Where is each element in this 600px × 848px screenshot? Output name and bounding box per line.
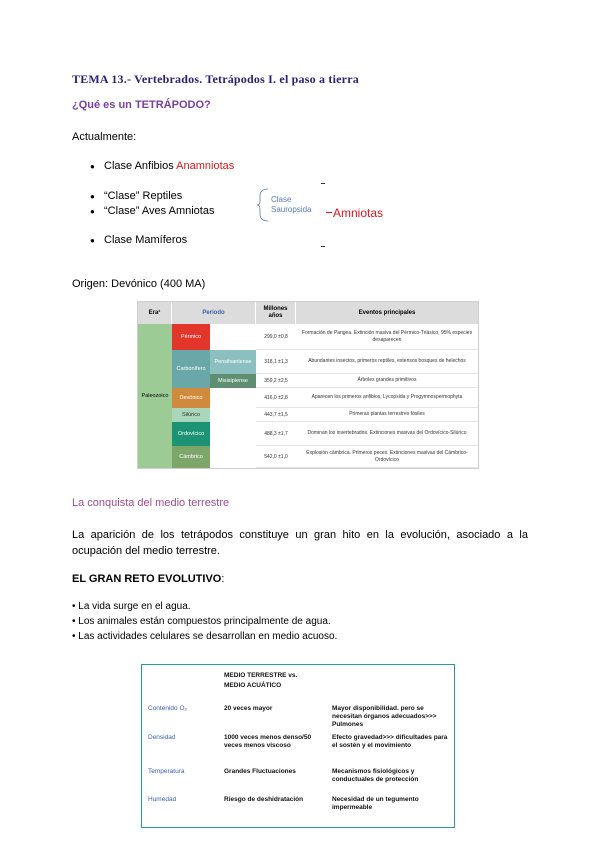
ma-value: 359,2 ±2,5 <box>256 374 296 388</box>
row-comparison: Riesgo de deshidratación <box>224 796 304 803</box>
ma-value: 318,1 ±1,3 <box>256 350 296 374</box>
reto-heading-text: EL GRAN RETO EVOLUTIVO <box>72 573 222 585</box>
bullet-text: Clase Anfibios <box>104 160 177 172</box>
event-text: Formación de Pangea. Extinción masiva del Pérmico-Triásico, 95% especies desaparecen <box>296 324 478 350</box>
ma-value: 542,0 ±1,0 <box>256 446 296 468</box>
bullet-reptiles <box>90 190 182 202</box>
bullet-mamiferos <box>90 234 187 246</box>
header-periodo: Periodo <box>172 302 256 324</box>
point-item: • La vida surge en el agua. <box>72 601 191 612</box>
event-text: Árboles grandes primitivos <box>296 374 478 388</box>
row-label: Densidad <box>148 734 176 741</box>
brace-icon <box>256 188 270 222</box>
event-text: Aparecen los primeros anfibios, Lycopsida y Progymnospermophyta <box>296 388 478 408</box>
period-ordovicico: Ordovícico <box>172 422 210 446</box>
row-comparison: Grandes Fluctuaciones <box>224 768 296 775</box>
bullet-dot-icon: ● <box>90 192 95 201</box>
event-text: Primeras plantas terrestres fósiles <box>296 408 478 422</box>
intro-text: Actualmente: <box>72 131 137 143</box>
amniotas-dash <box>326 212 332 213</box>
anamniotas-highlight: Anamniotas <box>176 160 235 172</box>
subperiod-misisipiense: Misisipiense <box>210 374 256 388</box>
bullet-text: “Clase” Aves Amniotas <box>104 205 215 217</box>
geologic-time-table <box>137 301 479 469</box>
row-comparison: 1000 veces menos denso/50 veces menos viscoso <box>224 734 312 749</box>
row-label: Temperatura <box>148 768 185 775</box>
ma-value: 488,3 ±1,7 <box>256 422 296 446</box>
brace-label-sauropsida: Sauropsida <box>271 205 312 214</box>
event-text: Dominan los invertebrados. Extinciones masivas del Ordovícico-Silúrico <box>296 422 478 446</box>
comparison-header-terrestre: MEDIO TERRESTRE vs. <box>224 672 298 679</box>
bullet-dot-icon: ● <box>90 162 95 171</box>
bullet-text: “Clase” Reptiles <box>104 190 183 202</box>
origin-text: Origen: Devónico (400 MA) <box>72 278 206 290</box>
bullet-anfibios <box>90 160 234 172</box>
tick-mark <box>321 246 325 247</box>
period-silurico: Silúrico <box>172 408 210 422</box>
period-devonico: Devónico <box>172 388 210 408</box>
period-carbonifero: Carbonífero <box>172 350 210 388</box>
ma-value: 416,0 ±2,8 <box>256 388 296 408</box>
event-text: Abundantes insectos, primeros reptiles, extensos bosques de helechos <box>296 350 478 374</box>
period-cambrico: Cámbrico <box>172 446 210 468</box>
bullet-dot-icon: ● <box>90 207 95 216</box>
row-effect: Mayor disponibilidad. pero se necesitan órganos adecuados>>> Pulmones <box>332 705 437 728</box>
reto-heading <box>72 573 224 585</box>
bullet-dot-icon: ● <box>90 236 95 245</box>
tick-mark <box>321 183 325 184</box>
row-label: Humedad <box>148 796 177 803</box>
page-title: TEMA 13.- Vertebrados. Tetrápodos I. el paso a tierra <box>72 72 359 86</box>
bullet-text: Clase Mamíferos <box>104 234 188 246</box>
period-permico: Pérmico <box>172 324 210 350</box>
section-paragraph: La aparición de los tetrápodos constituye un gran hito en la evolución, asociado a la ocupación del medio terrestre. <box>72 529 528 557</box>
era-paleozoico: Paleozoico <box>138 324 172 468</box>
reto-colon: : <box>221 573 225 585</box>
row-comparison: 20 veces mayor <box>224 705 273 712</box>
brace-label-clase: Clase <box>271 195 292 204</box>
bullet-aves <box>90 205 214 217</box>
row-effect: Efecto gravedad>>> dificultades para el sostén y el movimiento <box>332 734 448 749</box>
section-heading: La conquista del medio terrestre <box>72 497 230 509</box>
point-item: • Las actividades celulares se desarrollan en medio acuoso. <box>72 631 338 642</box>
header-millones: Millones años <box>256 302 296 324</box>
row-effect: Necesidad de un tegumento impermeable <box>332 796 419 811</box>
subtitle: ¿Qué es un TETRÁPODO? <box>72 99 211 111</box>
subperiod-pensilvaniense: Pensilvaniense <box>210 350 256 374</box>
event-text: Explosión cámbrica. Primeros peces. Extinciones masivas del Cámbrico-Ordovícico <box>296 446 478 468</box>
row-effect: Mecanismos fisiológicos y conductuales de protección <box>332 768 419 783</box>
point-item: • Los animales están compuestos principalmente de agua. <box>72 616 331 627</box>
header-eventos: Eventos principales <box>296 302 478 324</box>
comparison-header-acuatico: MEDIO ACUÁTICO <box>224 682 282 689</box>
comparison-table <box>141 664 455 828</box>
header-era: Era¹ <box>138 302 172 324</box>
amniotas-label: Amniotas <box>333 206 384 220</box>
row-label: Contenido O₂ <box>148 705 188 712</box>
ma-value: 299,0 ±0,8 <box>256 324 296 350</box>
ma-value: 443,7 ±1,5 <box>256 408 296 422</box>
